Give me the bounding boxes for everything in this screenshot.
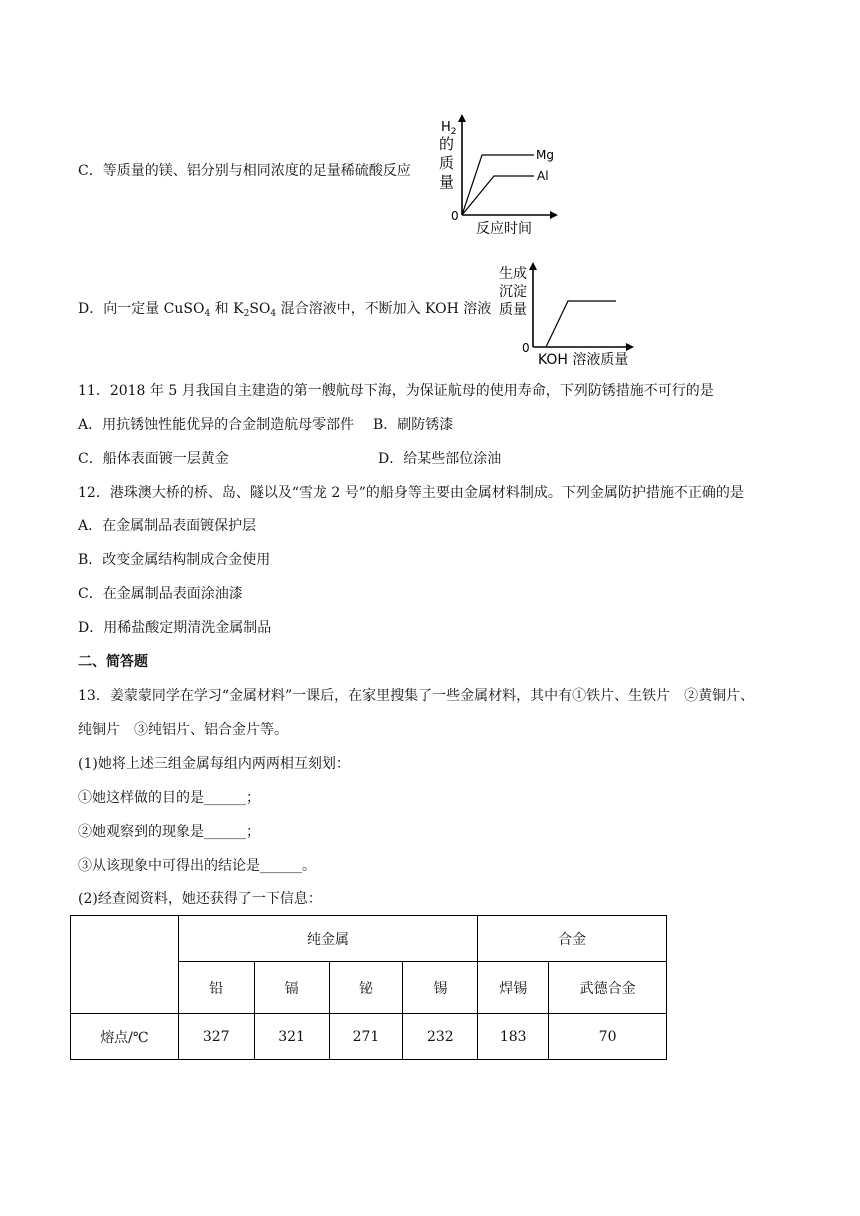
q13-stem-line1: 13．姜蒙蒙同学在学习“金属材料”一课后，在家里搜集了一些金属材料，其中有①铁片、生铁片 ②黄铜片、 xyxy=(78,688,755,704)
graph-d xyxy=(496,260,646,372)
q11-stem: 11．2018 年 5 月我国自主建造的第一艘航母下海，为保证航母的使用寿命，下列防锈措施不可行的是 xyxy=(78,383,714,399)
table-row-label: 熔点/℃ xyxy=(71,1014,179,1060)
q13-part1-c: ③从该现象中可得出的结论是______。 xyxy=(78,858,316,874)
q11-option-a: A．用抗锈蚀性能优异的合金制造航母零部件 xyxy=(78,417,355,433)
table-header-cell: 铅 xyxy=(178,962,254,1014)
melting-point-table xyxy=(70,915,667,1060)
q11-option-d: D．给某些部位涂油 xyxy=(378,451,502,467)
q12-option-a: A．在金属制品表面镀保护层 xyxy=(78,518,257,534)
q13-part2: (2)经查阅资料，她还获得了一下信息： xyxy=(78,891,322,907)
graph-d-ylabel-1: 生成 xyxy=(499,266,527,282)
graph-c-ylabel-h: $H_2$ xyxy=(441,120,457,137)
q13-stem-line2: 纯铜片 ③纯铝片、铝合金片等。 xyxy=(78,722,288,738)
graph-d-origin: 0 xyxy=(522,341,530,355)
q10-option-c: C．等质量的镁、铝分别与相同浓度的足量稀硫酸反应 xyxy=(78,163,411,179)
section-title: 二、简答题 xyxy=(78,654,148,670)
table-group-alloy: 合金 xyxy=(478,916,667,962)
graph-c-xlabel: 反应时间 xyxy=(476,221,532,237)
graph-c-ylabel-2: 质 xyxy=(439,154,455,172)
q12-option-b: B．改变金属结构制成合金使用 xyxy=(78,552,271,568)
table-value-cell: 321 xyxy=(254,1014,329,1060)
graph-d-xlabel: KOH 溶液质量 xyxy=(538,352,629,368)
q10-option-d: D．向一定量 CuSO$_4$ 和 $K_2SO_4$ 混合溶液中，不断加入 KOH 溶液 xyxy=(78,301,492,319)
table-header-cell: 铋 xyxy=(329,962,403,1014)
table-value-cell: 232 xyxy=(403,1014,478,1060)
graph-c-label-al: Al xyxy=(537,169,549,183)
table-corner-cell xyxy=(71,916,179,1014)
table-value-cell: 327 xyxy=(178,1014,254,1060)
graph-c xyxy=(432,112,572,238)
q12-option-d: D．用稀盐酸定期清洗金属制品 xyxy=(78,620,272,636)
table-header-cell: 锡 xyxy=(403,962,478,1014)
graph-c-origin: 0 xyxy=(451,209,459,223)
q12-option-c: C．在金属制品表面涂油漆 xyxy=(78,586,243,602)
table-header-cell: 镉 xyxy=(254,962,329,1014)
graph-d-x-arrow xyxy=(626,343,634,351)
table-group-pure-metal: 纯金属 xyxy=(178,916,478,962)
q13-part1-a: ①她这样做的目的是______； xyxy=(78,790,260,806)
graph-d-y-arrow xyxy=(529,262,537,270)
table-value-cell: 183 xyxy=(478,1014,549,1060)
graph-d-line xyxy=(546,301,616,347)
q13-part1-b: ②她观察到的现象是______； xyxy=(78,824,260,840)
table-header-cell: 武德合金 xyxy=(549,962,667,1014)
q11-option-c: C．船体表面镀一层黄金 xyxy=(78,451,229,467)
graph-c-line-mg xyxy=(462,155,534,215)
q11-option-b: B．刷防锈漆 xyxy=(373,417,454,433)
graph-d-ylabel-2: 沉淀 xyxy=(499,284,527,300)
graph-c-ylabel-3: 量 xyxy=(439,173,455,191)
table-value-cell: 271 xyxy=(329,1014,403,1060)
graph-c-label-mg: Mg xyxy=(536,148,554,162)
graph-c-ylabel-1: 的 xyxy=(439,135,455,153)
q12-stem: 12．港珠澳大桥的桥、岛、隧以及“雪龙 2 号”的船身等主要由金属材料制成。下列金属防护措施不正确的是 xyxy=(78,485,744,501)
graph-c-x-arrow xyxy=(550,211,558,219)
q13-part1: (1)她将上述三组金属每组内两两相互刻划： xyxy=(78,756,350,772)
table-header-cell: 焊锡 xyxy=(478,962,549,1014)
graph-d-ylabel-3: 质量 xyxy=(499,302,527,318)
table-value-cell: 70 xyxy=(549,1014,667,1060)
graph-c-y-arrow xyxy=(458,114,466,122)
